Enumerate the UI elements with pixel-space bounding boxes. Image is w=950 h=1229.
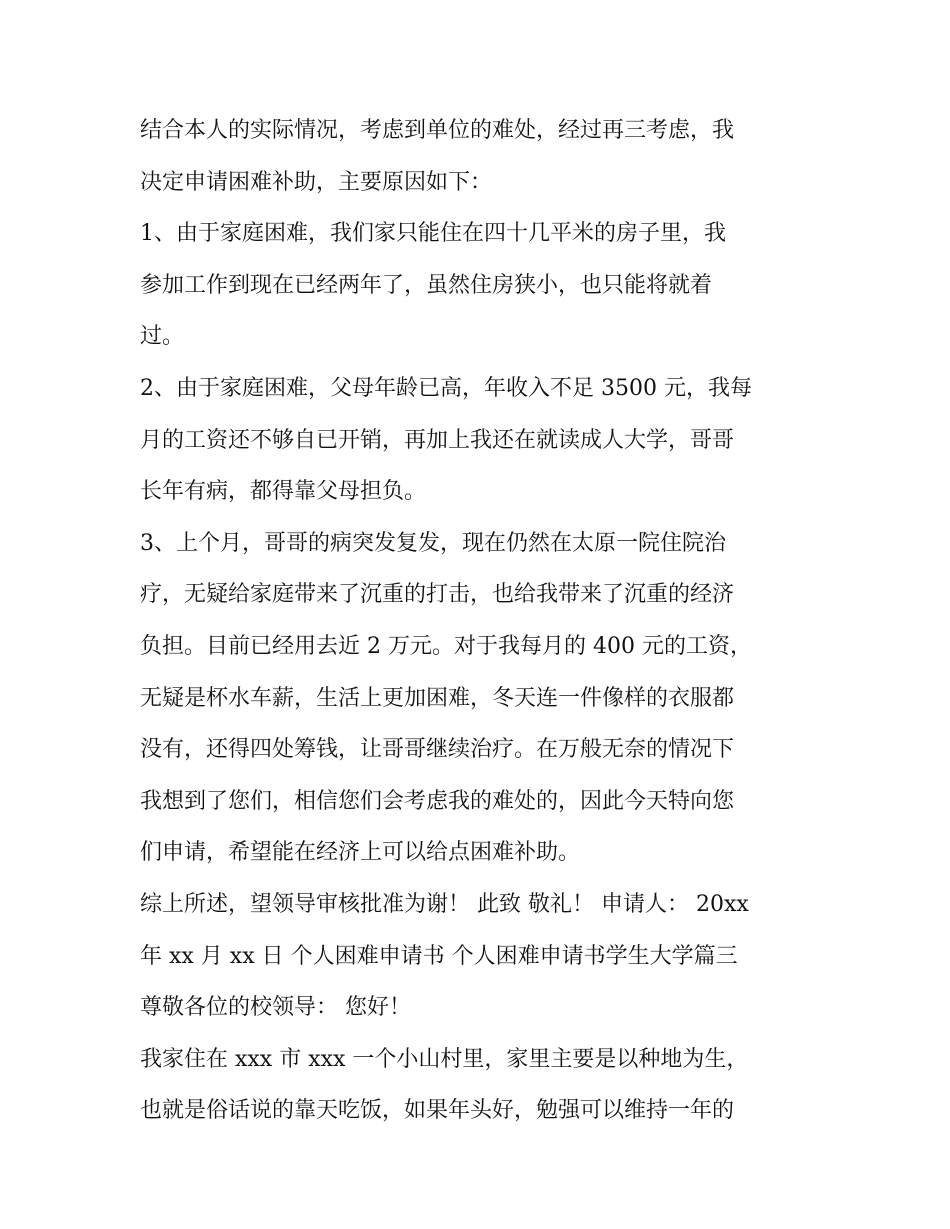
body-line-3: 1、由于家庭困难，我们家只能住在四十几平米的房子里，我 bbox=[140, 221, 726, 247]
body-line-8: 长年有病，都得靠父母担负。 bbox=[140, 479, 427, 505]
body-line-6: 2、由于家庭困难，父母年龄已高，年收入不足 3500 元，我每 bbox=[140, 375, 752, 401]
body-line-12: 无疑是杯水车薪，生活上更加困难，冬天连一件像样的衣服都 bbox=[140, 685, 735, 711]
body-line-14: 我想到了您们，相信您们会考虑我的难处的，因此今天特向您 bbox=[140, 788, 735, 814]
body-line-7: 月的工资还不够自已开销，再加上我还在就读成人大学，哥哥 bbox=[140, 427, 735, 453]
body-line-20: 也就是俗话说的靠天吃饭，如果年头好，勉强可以维持一年的 bbox=[140, 1098, 735, 1124]
body-line-13: 没有，还得四处筹钱，让哥哥继续治疗。在万般无奈的情况下 bbox=[140, 737, 735, 763]
body-line-9: 3、上个月，哥哥的病突发复发，现在仍然在太原一院住院治 bbox=[140, 530, 726, 556]
body-line-15: 们申请，希望能在经济上可以给点困难补助。 bbox=[140, 840, 581, 866]
body-line-5: 过。 bbox=[140, 324, 185, 350]
body-line-18: 尊敬各位的校领导： 您好！ bbox=[140, 995, 411, 1021]
body-line-2: 决定申请困难补助，主要原因如下： bbox=[140, 169, 493, 195]
body-line-17: 年 xx 月 xx 日 个人困难申请书 个人困难申请书学生大学篇三 bbox=[140, 943, 738, 969]
body-line-11: 负担。目前已经用去近 2 万元。对于我每月的 400 元的工资， bbox=[140, 633, 752, 659]
body-line-19: 我家住在 xxx 市 xxx 一个小山村里，家里主要是以种地为生， bbox=[140, 1046, 749, 1072]
document-body bbox=[140, 110, 820, 1142]
body-line-16: 综上所述，望领导审核批准为谢！ 此致 敬礼！ 申请人： 20xx bbox=[140, 891, 749, 917]
body-line-4: 参加工作到现在已经两年了，虽然住房狭小，也只能将就着 bbox=[140, 272, 713, 298]
body-line-1: 结合本人的实际情况，考虑到单位的难处，经过再三考虑，我 bbox=[140, 118, 735, 143]
body-line-10: 疗，无疑给家庭带来了沉重的打击，也给我带来了沉重的经济 bbox=[140, 582, 735, 608]
